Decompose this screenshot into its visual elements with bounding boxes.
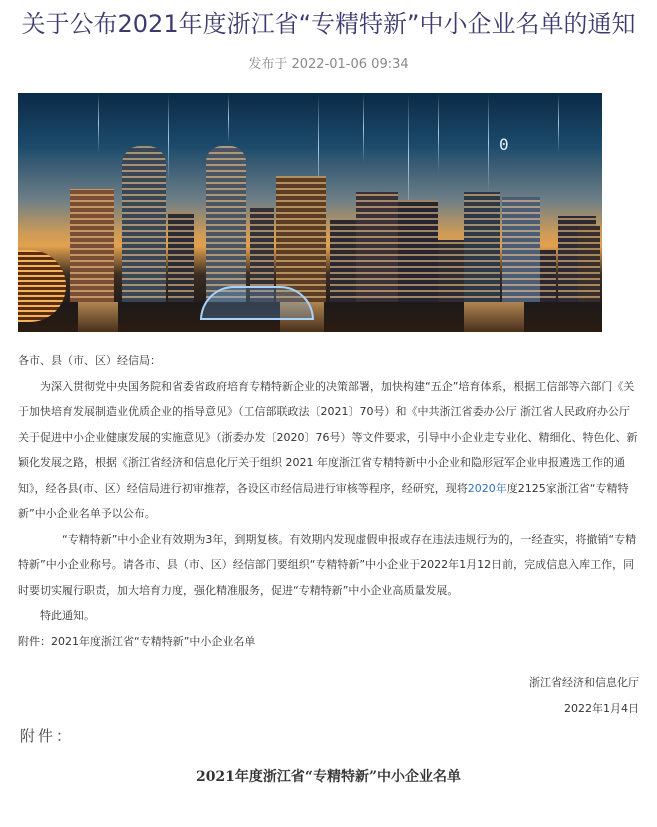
attachment-heading: 附件：: [20, 727, 75, 745]
attachment-title: 2021年度浙江省“专精特新”中小企业名单: [195, 769, 462, 785]
paragraph-1-text: 为深入贯彻党中央国务院和省委省政府培育专精特新企业的决策部署，加快构建“五企”培育体系，根据工信部等六部门《关于加快培育发展制造业优质企业的指导意见》（工信部联政法〔2021〕70号）和《中共浙江省委办公厅 浙江省人民政府办公厅关于促进中小企业健康发展的实施意见》（浙委办发〔2020〕76号）等文件要求，引导中小企业走专业化、精细化、特色化、新颖化发展之路，根据《浙江省经济和信息化厅关于组织 2021 年度浙江省专精特新中小企业和隐形冠军企业申报遴选工作的通知》，经各县(市、区）经信局进行初审推荐，各设区市经信局进行审核等程序，经研究，现将: [18, 379, 638, 495]
sign-date: 2022年1月4日: [564, 701, 639, 715]
paragraph-1: [18, 374, 639, 527]
year-link[interactable]: 2020年: [467, 481, 507, 495]
salutation: 各市、县（市、区）经信局：: [18, 354, 161, 367]
hero-digit: 0: [499, 135, 509, 154]
article-title: 关于公布2021年度浙江省“专精特新”中小企业名单的通知: [21, 10, 636, 38]
attachment-line: 附件：2021年度浙江省“专精特新”中小企业名单: [18, 634, 256, 648]
paragraph-1-suffix: 度2125家浙江省“专精特新”中小企业名单予以公布。: [18, 481, 629, 520]
paragraph-3: 特此通知。: [40, 609, 95, 622]
publish-date: 发布于 2022-01-06 09:34: [248, 57, 409, 72]
signer: 浙江省经济和信息化厅: [529, 676, 639, 689]
hero-image: [18, 93, 602, 332]
article-body: [0, 348, 657, 721]
paragraph-2: “专精特新”中小企业有效期为3年，到期复核。有效期内发现虚假申报或存在违法违规行为的，一经查实，将撤销“专精特新”中小企业称号。请各市、县（市、区）经信部门要组织“专精特新”中小企业于2022年1月12日前，完成信息入库工作，同时要切实履行职责，加大培育力度，强化精准服务，促进“专精特新”中小企业高质量发展。: [18, 532, 637, 597]
